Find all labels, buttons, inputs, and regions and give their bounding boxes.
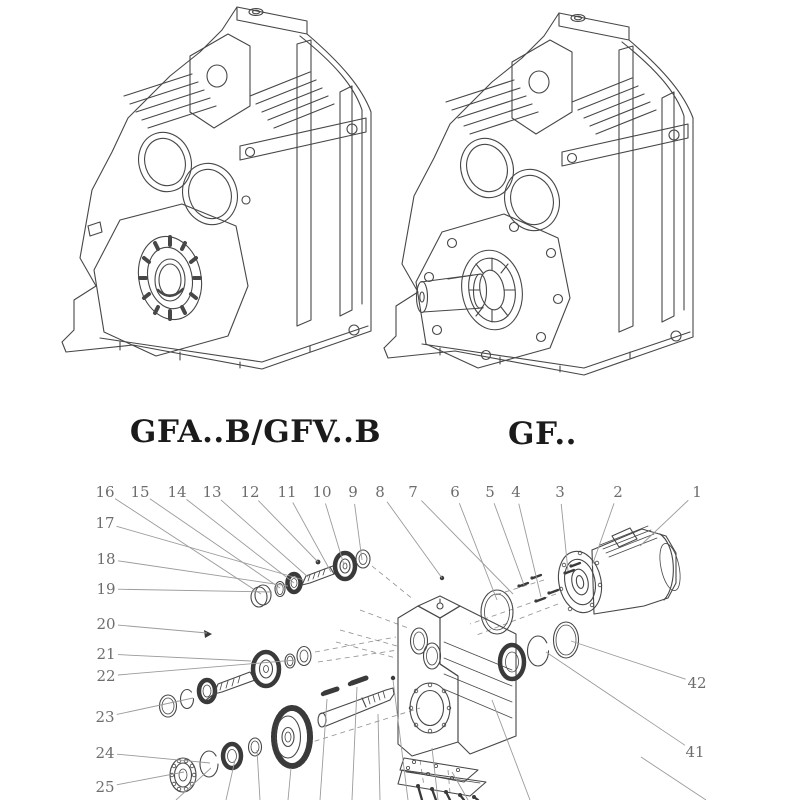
callout-leader-line [293, 503, 331, 572]
callout-leader-line [118, 660, 296, 675]
callout-leader-line [325, 503, 344, 565]
callout-number: 10 [312, 483, 332, 501]
callout-number: 17 [95, 514, 115, 532]
vent-plug [437, 603, 443, 609]
hollow-shaft-bearing-boss [94, 204, 248, 356]
callout-number: 4 [511, 483, 521, 501]
callout-leader-line [115, 499, 261, 594]
mounting-tab [512, 40, 572, 134]
callout-leader-line [117, 526, 304, 580]
callout-leader-line [186, 499, 294, 583]
callout-leader-line [546, 652, 685, 745]
callout-leader-line [150, 499, 280, 588]
gear-housing [398, 576, 516, 800]
callout-number: 15 [130, 483, 150, 501]
tab-hole [207, 65, 227, 87]
callout-leader-line [494, 503, 524, 585]
callout-leader-line [571, 641, 686, 679]
cooling-fins [124, 72, 334, 128]
model-label-gf: GF.. [508, 416, 577, 452]
bottom-gasket [400, 758, 478, 782]
callout-number: 41 [685, 743, 705, 761]
callout-leader-line-cutoff [393, 680, 408, 800]
snap-ring [200, 751, 218, 777]
cover-bolts [416, 784, 478, 800]
model-label-gfab: GFA..B/GFV..B [129, 414, 382, 450]
callout-number: 12 [240, 483, 260, 501]
bearing [356, 550, 370, 568]
callout-number: 21 [96, 645, 116, 663]
callout-number: 6 [450, 483, 460, 501]
callout-leader-line-cutoff [352, 687, 357, 800]
oil-seal [223, 744, 241, 768]
callout-leader-line-cutoff [492, 700, 530, 800]
callout-number: 19 [96, 580, 116, 598]
callout-number: 23 [95, 708, 115, 726]
gear [335, 553, 355, 579]
callout-leader-line [117, 772, 184, 785]
callout-number: 25 [95, 778, 115, 796]
callout-leader-line [459, 503, 497, 600]
callout-number: 7 [408, 483, 418, 501]
callout-leader-line [118, 589, 272, 592]
callout-number: 42 [687, 674, 707, 692]
shaft-key [325, 689, 337, 693]
housing-front-face [398, 606, 458, 756]
callout-number: 9 [348, 483, 358, 501]
mounting-tab [190, 34, 250, 128]
callout-number: 8 [375, 483, 385, 501]
housing-silhouette [62, 7, 371, 369]
bearing [297, 647, 311, 666]
gearbox-drawing-gfab [62, 7, 371, 369]
callout-leader-line-cutoff [378, 714, 380, 800]
callout-number: 14 [167, 483, 187, 501]
gear-bores [453, 131, 567, 237]
callout-number: 22 [96, 667, 116, 685]
callout-leader-line [117, 754, 210, 763]
worm-shaft [214, 672, 255, 694]
callout-number: 20 [96, 615, 116, 633]
callout-number: 1 [692, 483, 702, 501]
callout-leader-line-cutoff [288, 768, 291, 800]
shaft-key [352, 678, 366, 683]
gear [253, 652, 279, 686]
callout-number: 5 [485, 483, 495, 501]
callout-leader-line-cutoff [641, 757, 706, 800]
gear-bores [131, 125, 245, 231]
oil-arrow-marker [204, 630, 212, 638]
callout-leader-line [640, 500, 688, 546]
callout-layer [95, 483, 706, 800]
intermediate-shaft-assembly [160, 630, 312, 717]
callout-leader-line [118, 625, 207, 633]
callout-leader-line [421, 501, 513, 594]
bolt [391, 676, 395, 680]
exploded-parts-diagram [95, 483, 706, 800]
callout-number: 3 [555, 483, 565, 501]
callout-leader-line [519, 504, 541, 597]
housing-side-face [440, 606, 516, 754]
callout-number: 11 [277, 483, 297, 501]
callout-leader-line [118, 561, 288, 586]
housing-silhouette [384, 13, 693, 375]
cooling-fins [446, 78, 656, 134]
input-shaft-assembly [251, 550, 370, 607]
base-feet [88, 196, 368, 368]
callout-number: 24 [95, 744, 115, 762]
output-shaft [320, 690, 390, 726]
callout-leader-line [117, 698, 193, 714]
tab-hole [529, 71, 549, 93]
snap-ring [528, 636, 549, 666]
callout-number: 13 [202, 483, 222, 501]
output-flange [416, 214, 570, 368]
callout-leader-line [118, 655, 251, 661]
seal-ring [554, 622, 579, 658]
motor-flange [553, 547, 607, 616]
gearbox-drawing-gf [384, 13, 693, 375]
output-shaft [417, 274, 487, 313]
callout-number: 2 [613, 483, 623, 501]
callout-number: 18 [96, 550, 116, 568]
bearing-ring [500, 645, 524, 679]
callout-number: 16 [95, 483, 115, 501]
callout-leader-line-cutoff [257, 750, 260, 800]
